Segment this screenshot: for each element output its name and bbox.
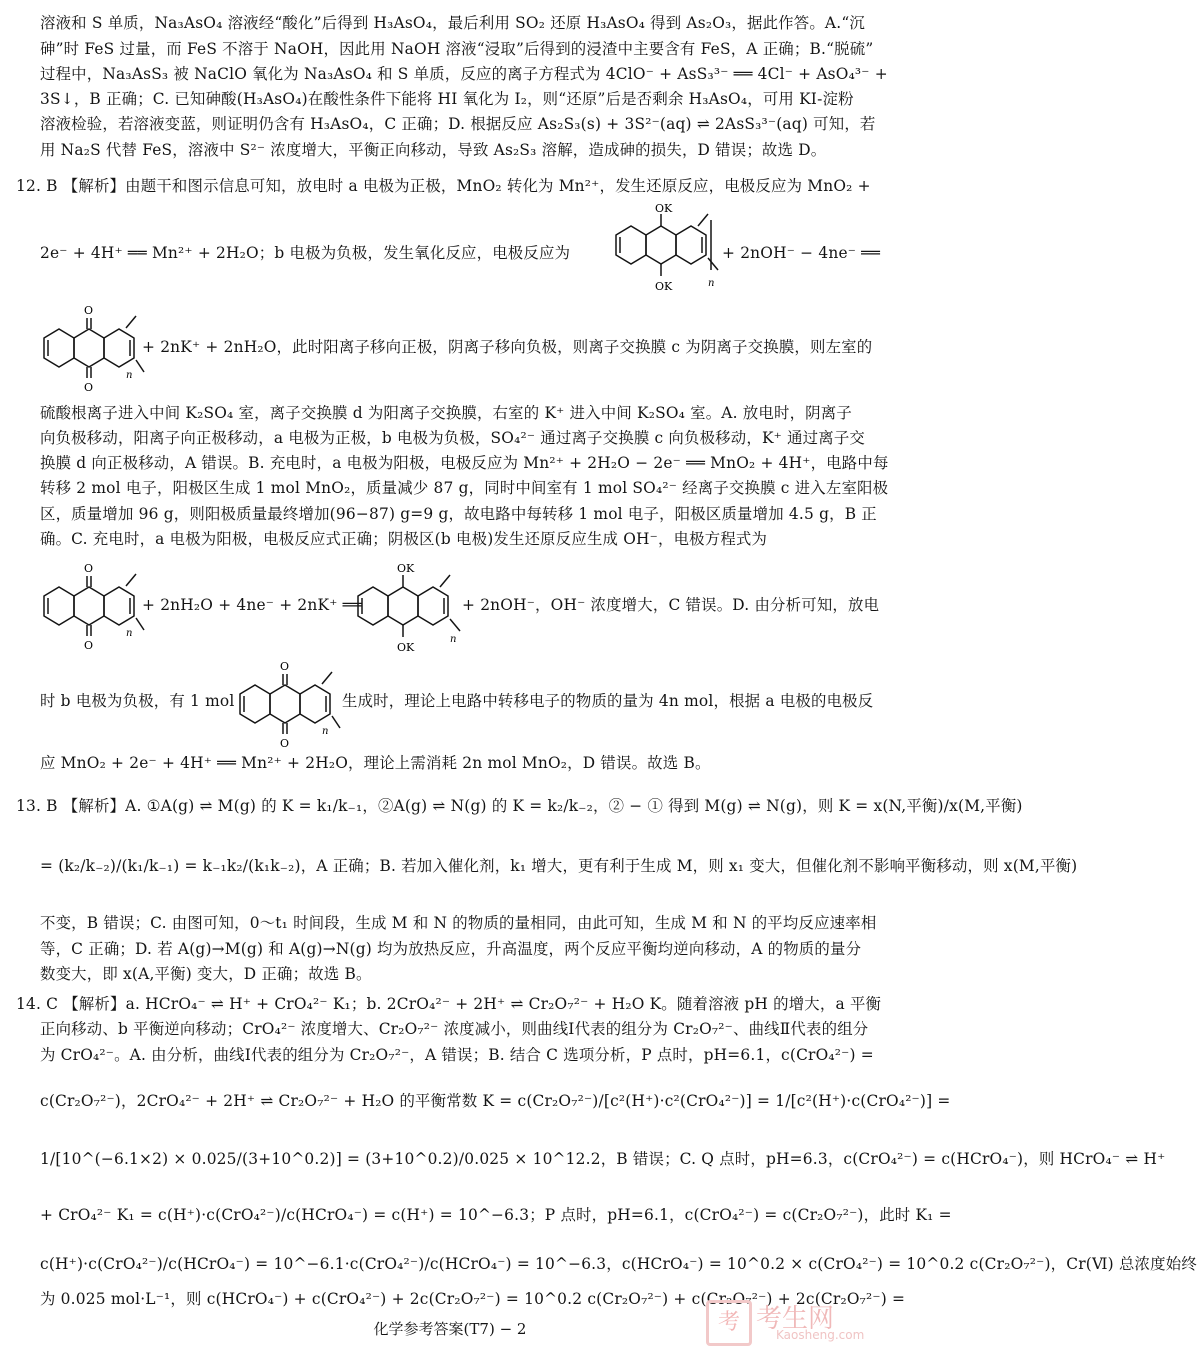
page-footer: 化学参考答案(T7) − 2 <box>373 1320 527 1338</box>
ok-label: OK <box>397 562 415 575</box>
text-line: 溶液检验，若溶液变蓝，则证明仍含有 H₃AsO₄，C 正确；D. 根据反应 As₂S₃(s) + 3S²⁻(aq) ⇌ 2AsS₃³⁻(aq) 可知，若 <box>40 115 876 133</box>
text-line: 生成时，理论上电路中转移电子的物质的量为 4n mol，根据 a 电极的电极反 <box>342 692 874 710</box>
question-13-heading: 13. B 【解析】A. ①A(g) ⇌ M(g) 的 K = k₁/k₋₁，②A(g) ⇌ N(g) 的 K = k₂/k₋₂，② − ① 得到 M(g) ⇌ N(g)，则 K = x(N,平衡)/x(M,平衡) <box>16 797 1023 815</box>
text-line: + 2nOH⁻，OH⁻ 浓度增大，C 错误。D. 由分析可知，放电 <box>462 596 880 614</box>
anthraquinone-polymer-structure <box>40 298 144 398</box>
o-label: O <box>84 304 94 317</box>
hydroquinone-polymer-structure <box>608 200 720 300</box>
question-12-heading: 12. B 【解析】由题干和图示信息可知，放电时 a 电极为正极，MnO₂ 转化为 Mn²⁺，发生还原反应，电极反应为 MnO₂ + <box>16 177 871 195</box>
ok-label: OK <box>397 641 415 654</box>
watermark <box>706 1298 886 1348</box>
anthraquinone-polymer-structure <box>40 556 144 656</box>
o-label: O <box>280 660 290 673</box>
text-line: 为 CrO₄²⁻。A. 由分析，曲线Ⅰ代表的组分为 Cr₂O₇²⁻，A 错误；B. 结合 C 选项分析，P 点时，pH=6.1，c(CrO₄²⁻) = <box>40 1046 874 1064</box>
o-label: O <box>84 381 94 394</box>
n-label: n <box>450 634 457 645</box>
o-label: O <box>84 562 94 575</box>
text-line: 应 MnO₂ + 2e⁻ + 4H⁺ ══ Mn²⁺ + 2H₂O，理论上需消耗 2n mol MnO₂，D 错误。故选 B。 <box>40 754 711 772</box>
text-line: 溶液和 S 单质，Na₃AsO₄ 溶液经“酸化”后得到 H₃AsO₄，最后利用 SO₂ 还原 H₃AsO₄ 得到 As₂O₃，据此作答。A.“沉 <box>40 14 866 32</box>
text-line: 确。C. 充电时，a 电极为阳极，电极反应式正确；阴极区(b 电极)发生还原反应生成 OH⁻，电极方程式为 <box>40 530 768 548</box>
text-line: + 2nK⁺ + 2nH₂O，此时阳离子移向正极，阴离子移向负极，则离子交换膜 c 为阴离子交换膜，则左室的 <box>142 338 873 356</box>
n-label: n <box>322 726 329 737</box>
watermark-url: Kaosheng.com <box>776 1328 865 1342</box>
ok-label: OK <box>655 202 673 215</box>
text-line: 1/[10^(−6.1×2) × 0.025/(3+10^0.2)] = (3+10^0.2)/0.025 × 10^12.2，B 错误；C. Q 点时，pH=6.3，c(CrO₄²⁻) = c(HCrO₄⁻)，则 HCrO₄⁻ ⇌ H⁺ <box>40 1150 1166 1168</box>
text-line: 3S↓，B 正确；C. 已知砷酸(H₃AsO₄)在酸性条件下能将 HI 氧化为 I₂，则“还原”后是否剩余 H₃AsO₄，可用 KI-淀粉 <box>40 90 854 108</box>
text-line: + 2nH₂O + 4ne⁻ + 2nK⁺ ══ <box>142 596 362 614</box>
ok-label: OK <box>655 280 673 293</box>
watermark-logo: 考 <box>706 1300 752 1346</box>
text-line: 等，C 正确；D. 若 A(g)→M(g) 和 A(g)→N(g) 均为放热反应，升高温度，两个反应平衡均逆向移动，A 的物质的量分 <box>40 940 862 958</box>
watermark-name: 考生网 <box>756 1304 835 1334</box>
text-line: + CrO₄²⁻ K₁ = c(H⁺)·c(CrO₄²⁻)/c(HCrO₄⁻) = c(H⁺) = 10^−6.3；P 点时，pH=6.1，c(CrO₄²⁻) = c(Cr₂O₇²⁻)，此时 K₁ = <box>40 1206 952 1224</box>
text-line: c(H⁺)·c(CrO₄²⁻)/c(HCrO₄⁻) = 10^−6.1·c(CrO₄²⁻)/c(HCrO₄⁻) = 10^−6.3，c(HCrO₄⁻) = 10^0.2 × c(CrO₄²⁻) = 10^0.2 c(Cr₂O₇²⁻)，Cr(Ⅵ) 总浓度始终 <box>40 1255 1197 1273</box>
anthraquinone-polymer-structure <box>236 656 340 752</box>
question-14-heading: 14. C 【解析】a. HCrO₄⁻ ⇌ H⁺ + CrO₄²⁻ K₁；b. 2CrO₄²⁻ + 2H⁺ ⇌ Cr₂O₇²⁻ + H₂O K。随着溶液 pH 的增大，a 平衡 <box>16 995 882 1013</box>
o-label: O <box>84 639 94 652</box>
n-label: n <box>708 278 715 289</box>
text-line: 为 0.025 mol·L⁻¹，则 c(HCrO₄⁻) + c(CrO₄²⁻) + 2c(Cr₂O₇²⁻) = 10^0.2 c(Cr₂O₇²⁻) + c(Cr₂O₇²⁻) + 2c(Cr₂O₇²⁻) = <box>40 1290 906 1308</box>
hydroquinone-polymer-structure <box>350 556 462 656</box>
text-line: 正向移动、b 平衡逆向移动；CrO₄²⁻ 浓度增大、Cr₂O₇²⁻ 浓度减小，则曲线Ⅰ代表的组分为 Cr₂O₇²⁻、曲线Ⅱ代表的组分 <box>40 1020 869 1038</box>
text-line: 时 b 电极为负极，有 1 mol <box>40 692 235 710</box>
text-line: + 2nOH⁻ − 4ne⁻ ══ <box>722 244 881 262</box>
text-line: 转移 2 mol 电子，阳极区生成 1 mol MnO₂，质量减少 87 g，同时中间室有 1 mol SO₄²⁻ 经离子交换膜 c 进入左室阳极 <box>40 479 889 497</box>
o-label: O <box>280 737 290 750</box>
n-label: n <box>126 370 133 381</box>
text-line: 过程中，Na₃AsS₃ 被 NaClO 氧化为 Na₃AsO₄ 和 S 单质，反应的离子方程式为 4ClO⁻ + AsS₃³⁻ ══ 4Cl⁻ + AsO₄³⁻ + <box>40 65 888 83</box>
text-line: 不变，B 错误；C. 由图可知，0～t₁ 时间段，生成 M 和 N 的物质的量相同，由此可知，生成 M 和 N 的平均反应速率相 <box>40 914 877 932</box>
n-label: n <box>126 628 133 639</box>
text-line: 用 Na₂S 代替 FeS，溶液中 S²⁻ 浓度增大，平衡正向移动，导致 As₂S₃ 溶解，造成砷的损失，D 错误；故选 D。 <box>40 141 827 159</box>
text-line: 2e⁻ + 4H⁺ ══ Mn²⁺ + 2H₂O；b 电极为负极，发生氧化反应，电极反应为 <box>40 244 571 262</box>
text-line: c(Cr₂O₇²⁻)，2CrO₄²⁻ + 2H⁺ ⇌ Cr₂O₇²⁻ + H₂O 的平衡常数 K = c(Cr₂O₇²⁻)/[c²(H⁺)·c²(CrO₄²⁻)] = 1/[c²(H⁺)·c(CrO₄²⁻)] = <box>40 1092 951 1110</box>
text-line: 硫酸根离子进入中间 K₂SO₄ 室，离子交换膜 d 为阳离子交换膜，右室的 K⁺ 进入中间 K₂SO₄ 室。A. 放电时，阴离子 <box>40 404 852 422</box>
text-line: 区，质量增加 96 g，则阳极质量最终增加(96−87) g=9 g，故电路中每转移 1 mol 电子，阳极区质量增加 4.5 g，B 正 <box>40 505 877 523</box>
text-line: 换膜 d 向正极移动，A 错误。B. 充电时，a 电极为阳极，电极反应为 Mn²⁺ + 2H₂O − 2e⁻ ══ MnO₂ + 4H⁺，电路中每 <box>40 454 889 472</box>
text-line: 向负极移动，阳离子向正极移动，a 电极为正极，b 电极为负极，SO₄²⁻ 通过离子交换膜 c 向负极移动，K⁺ 通过离子交 <box>40 429 866 447</box>
text-line: = (k₂/k₋₂)/(k₁/k₋₁) = k₋₁k₂/(k₁k₋₂)，A 正确；B. 若加入催化剂，k₁ 增大，更有利于生成 M，则 x₁ 变大，但催化剂不影响平衡移动，则 x(M,平衡) <box>40 857 1078 875</box>
text-line: 砷”时 FeS 过量，而 FeS 不溶于 NaOH，因此用 NaOH 溶液“浸取”后得到的浸渣中主要含有 FeS，A 正确；B.“脱硫” <box>40 40 874 58</box>
text-line: 数变大，即 x(A,平衡) 变大，D 正确；故选 B。 <box>40 965 372 983</box>
